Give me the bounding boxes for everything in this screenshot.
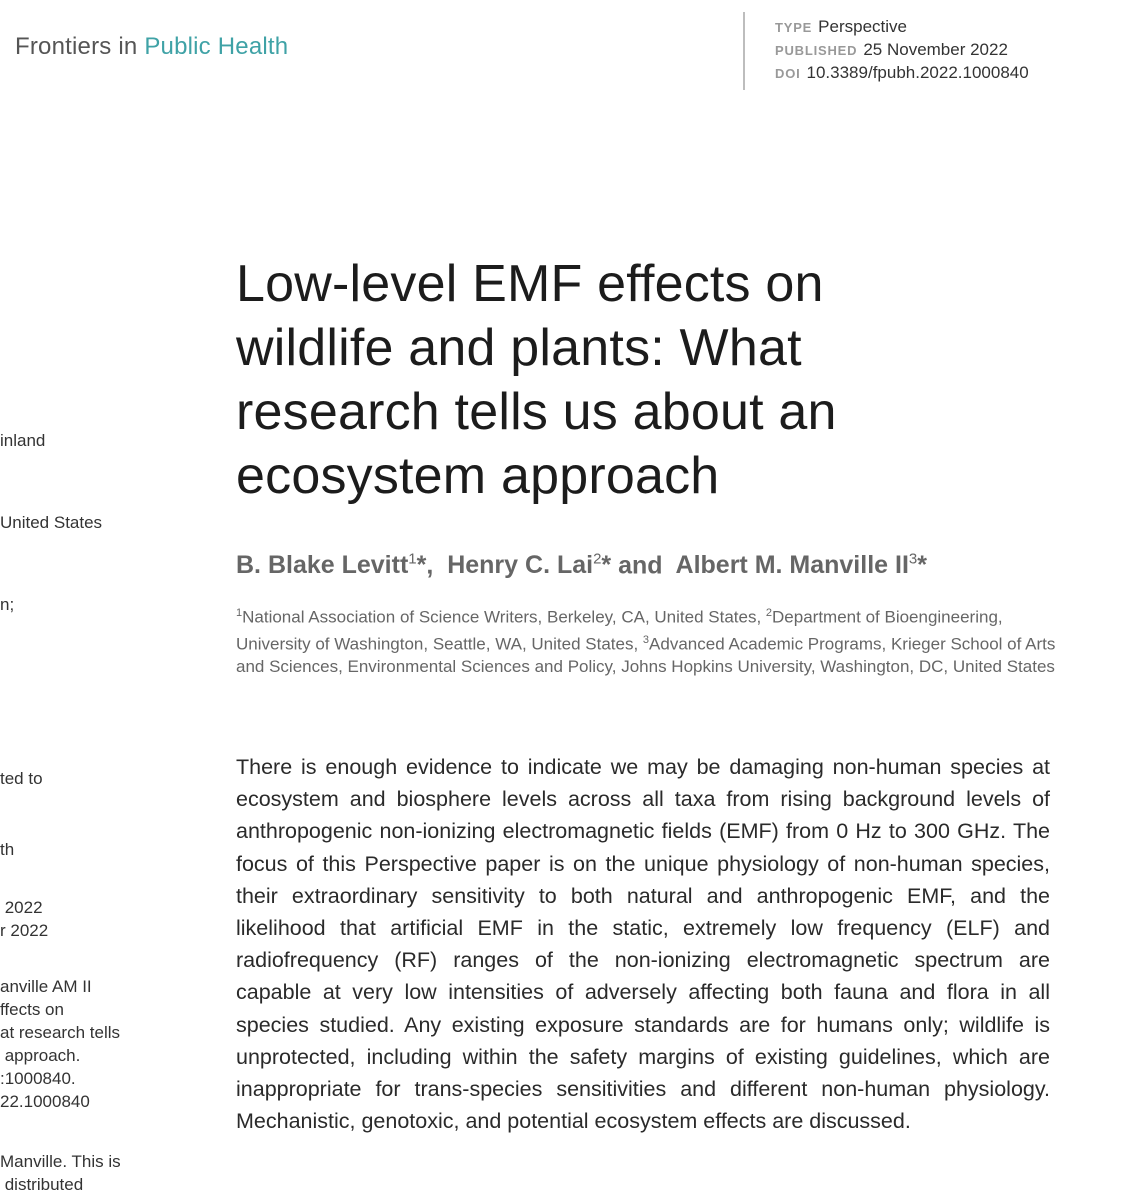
author[interactable]: Albert M. Manville $II^3*$ xyxy=(675,551,927,580)
affiliation-number: 2 xyxy=(765,607,773,619)
meta-published-value: 25 November 2022 xyxy=(863,40,1008,59)
author-separator: , xyxy=(426,551,448,580)
sidebar-fragment: 2022 xyxy=(0,898,43,917)
sidebar-fragment: distributed xyxy=(0,1175,84,1194)
sidebar-fragment: th xyxy=(0,840,15,859)
article-title: Low-level EMF effects on wildlife and plants: What research tells us about an ecosystem approach xyxy=(236,255,837,505)
header-divider xyxy=(743,12,745,90)
meta-type xyxy=(775,15,1029,38)
affiliation-text: National Association of Science Writers, Berkeley, CA, United States, xyxy=(242,607,766,627)
author-list xyxy=(236,551,927,580)
sidebar-fragment: n; xyxy=(0,595,15,614)
meta-type-value: Perspective xyxy=(818,17,907,36)
sidebar-fragment: 22.1000840 xyxy=(0,1092,90,1111)
meta-doi-label: DOI xyxy=(775,66,801,81)
affiliation-text: Department of Bioengineering, University of Washington, Seattle, WA, United States, xyxy=(236,607,1003,654)
sidebar-fragment: ffects on xyxy=(0,1000,64,1019)
meta-published-label: PUBLISHED xyxy=(775,43,858,58)
sidebar-fragment: Manville. This is xyxy=(0,1152,121,1171)
meta-doi xyxy=(775,61,1029,84)
affiliation-number: 1 xyxy=(236,607,243,619)
sidebar-fragment: anville AM II xyxy=(0,977,92,996)
journal-title-accent: Public Health xyxy=(144,33,289,60)
sidebar-fragment: United States xyxy=(0,513,103,532)
author[interactable]: Henry C. Lai$^2$* xyxy=(447,551,612,580)
meta-type-label: TYPE xyxy=(775,20,813,35)
abstract: There is enough evidence to indicate we may be damaging non-human species at ecosystem and biosphere levels across all taxa from rising background levels of anthropogenic non-ionizing electromagnetic fields (EMF) from 0 Hz to 300 GHz. The focus of this Perspective paper is on the unique physiology of non-human species, their extraordinary sensitivity to both natural and anthropogenic EMF, and the likelihood that artificial EMF in the static, extremely low frequency (ELF) and radiofrequency (RF) ranges of the non-ionizing electromagnetic spectrum are capable at very low intensities of adversely affecting both fauna and flora in all species studied. Any existing exposure standards are for humans only; wildlife is unprotected, including within the safety margins of existing guidelines, which are inappropriate for trans-species sensitivities and different non-human physiology. Mechanistic, genotoxic, and potential ecosystem effects are discussed. xyxy=(236,755,1050,1134)
sidebar-fragment: :1000840. xyxy=(0,1069,76,1088)
journal-prefix: Frontiers in xyxy=(15,33,138,60)
meta-doi-value[interactable]: 10.3389/fpubh.2022.1000840 xyxy=(806,63,1029,82)
sidebar-fragment: inland xyxy=(0,431,46,450)
author[interactable]: B. Blake Levitt$^1$* xyxy=(236,551,427,580)
affiliation-text: Advanced Academic Programs, Krieger School of Arts and Sciences, Environmental Sciences and Policy, Johns Hopkins University, Washington, DC, United States xyxy=(236,634,1056,677)
affiliation-number: 3 xyxy=(642,633,650,646)
sidebar-fragment: ted to xyxy=(0,769,43,788)
article-meta xyxy=(775,15,1029,84)
journal-name xyxy=(15,33,288,61)
sidebar-fragment: at research tells xyxy=(0,1023,120,1042)
sidebar-fragment: r 2022 xyxy=(0,921,49,940)
sidebar-fragment: approach. xyxy=(0,1046,81,1065)
author-separator: and xyxy=(611,551,676,580)
meta-published xyxy=(775,38,1029,61)
affiliations xyxy=(236,602,1056,678)
